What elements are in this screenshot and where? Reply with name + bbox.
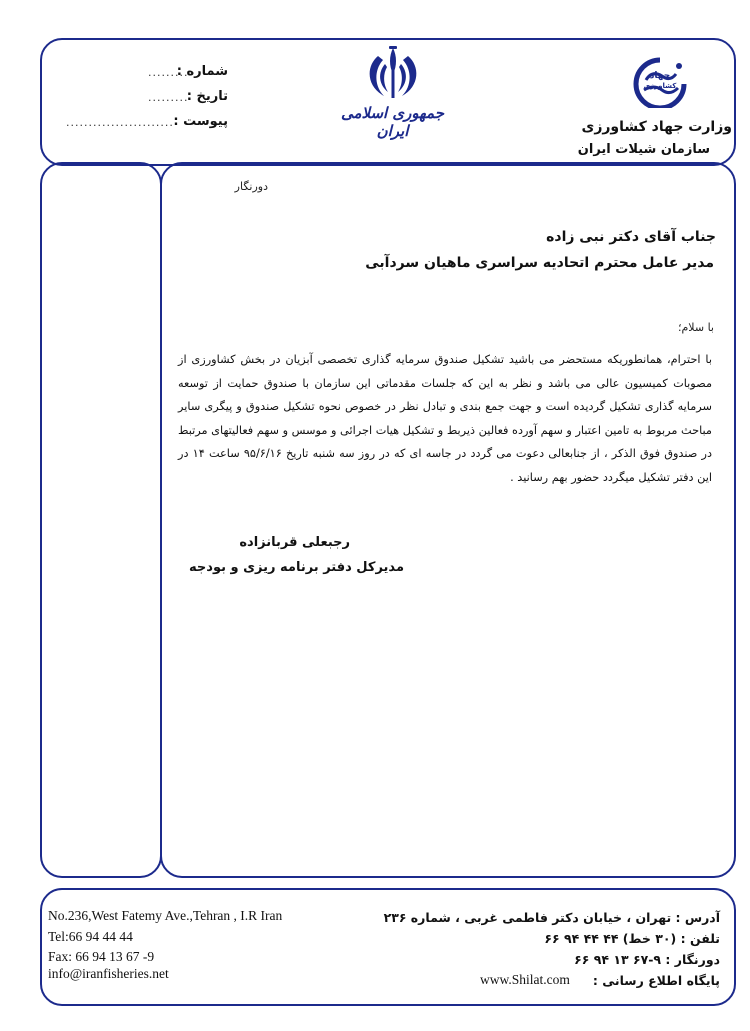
signer-name: رجبعلی قربانزاده xyxy=(239,535,350,550)
attachment-value: ........................ xyxy=(66,116,174,129)
jahad-logo-icon xyxy=(632,56,688,108)
emblem-caption: جمهوری اسلامی ایران xyxy=(340,104,445,140)
footer-fa-website-label: پایگاه اطلاع رسانی : xyxy=(592,973,720,988)
number-label: شماره : xyxy=(176,64,228,79)
footer-fa-address: آدرس : تهران ، خیابان دکتر فاطمی غربی ، شماره ۲۳۶ xyxy=(383,910,720,925)
fax-note: دورنگار xyxy=(234,180,268,193)
logo-text-top: جهاد xyxy=(649,71,671,81)
sidebar-frame xyxy=(40,162,162,878)
footer-en-fax: Fax: 66 94 13 67 -9 xyxy=(48,949,155,964)
number-value: ......... xyxy=(148,66,189,79)
iran-emblem-icon xyxy=(356,44,430,104)
organization-name: سازمان شیلات ایران xyxy=(577,142,710,157)
footer-en-email: info@iranfisheries.net xyxy=(48,966,169,981)
footer-fa-phone: تلفن : (۳۰ خط) ۴۴ ۴۴ ۹۴ ۶۶ xyxy=(544,931,720,946)
footer-website-link[interactable]: www.Shilat.com xyxy=(480,972,570,987)
greeting: با سلام؛ xyxy=(678,321,714,334)
recipient-title: مدیر عامل محترم اتحادیه سراسری ماهیان سردآبی xyxy=(365,255,714,271)
logo-text-bottom: کشاورزی xyxy=(643,82,677,90)
attachment-label: پیوست : xyxy=(173,114,228,129)
ministry-name: وزارت جهاد کشاورزی xyxy=(581,119,732,135)
date-label: تاریخ : xyxy=(186,89,228,104)
recipient-name: جناب آقای دکتر نبی زاده xyxy=(546,229,716,245)
footer-frame xyxy=(40,888,736,1006)
signer-title: مدیرکل دفتر برنامه ریزی و بودجه xyxy=(189,560,404,575)
footer-en-tel: Tel:66 94 44 44 xyxy=(48,929,133,944)
date-value: ......... xyxy=(148,91,189,104)
letter-body: با احترام، همانطوریکه مستحضر می باشید تشکیل صندوق سرمایه گذاری تخصصی آبزیان در بخش کشاورزی از مصوبات کمیسیون عالی می باشد و نظر به این که جلسات مقدماتی این سازمان با صندوق حمایت از توسعه سرمایه گذاری تشکیل گردیده است و جهت جمع بندی و تبادل نظر در خصوص نحوه تشکیل صندوق و پیگری سایر مباحث مربوط به تامین اعتبار و سهم آورده فعالین ذیربط و تشکیل هیات اجرائی و موسس و سهم فعالیتهای مرتبط در صندوق فوق الذکر ، از جنابعالی دعوت می گردد در جاسه ای که در روز سه شنبه تاریخ ۹۵/۶/۱۶ ساعت ۱۴ در این دفتر تشکیل میگردد حضور بهم رسانید . xyxy=(178,353,712,484)
footer-fa-fax: دورنگار : ۹-۶۷ ۱۳ ۹۴ ۶۶ xyxy=(574,952,720,967)
footer-en-address: No.236,West Fatemy Ave.,Tehran , I.R Iran xyxy=(48,908,283,923)
